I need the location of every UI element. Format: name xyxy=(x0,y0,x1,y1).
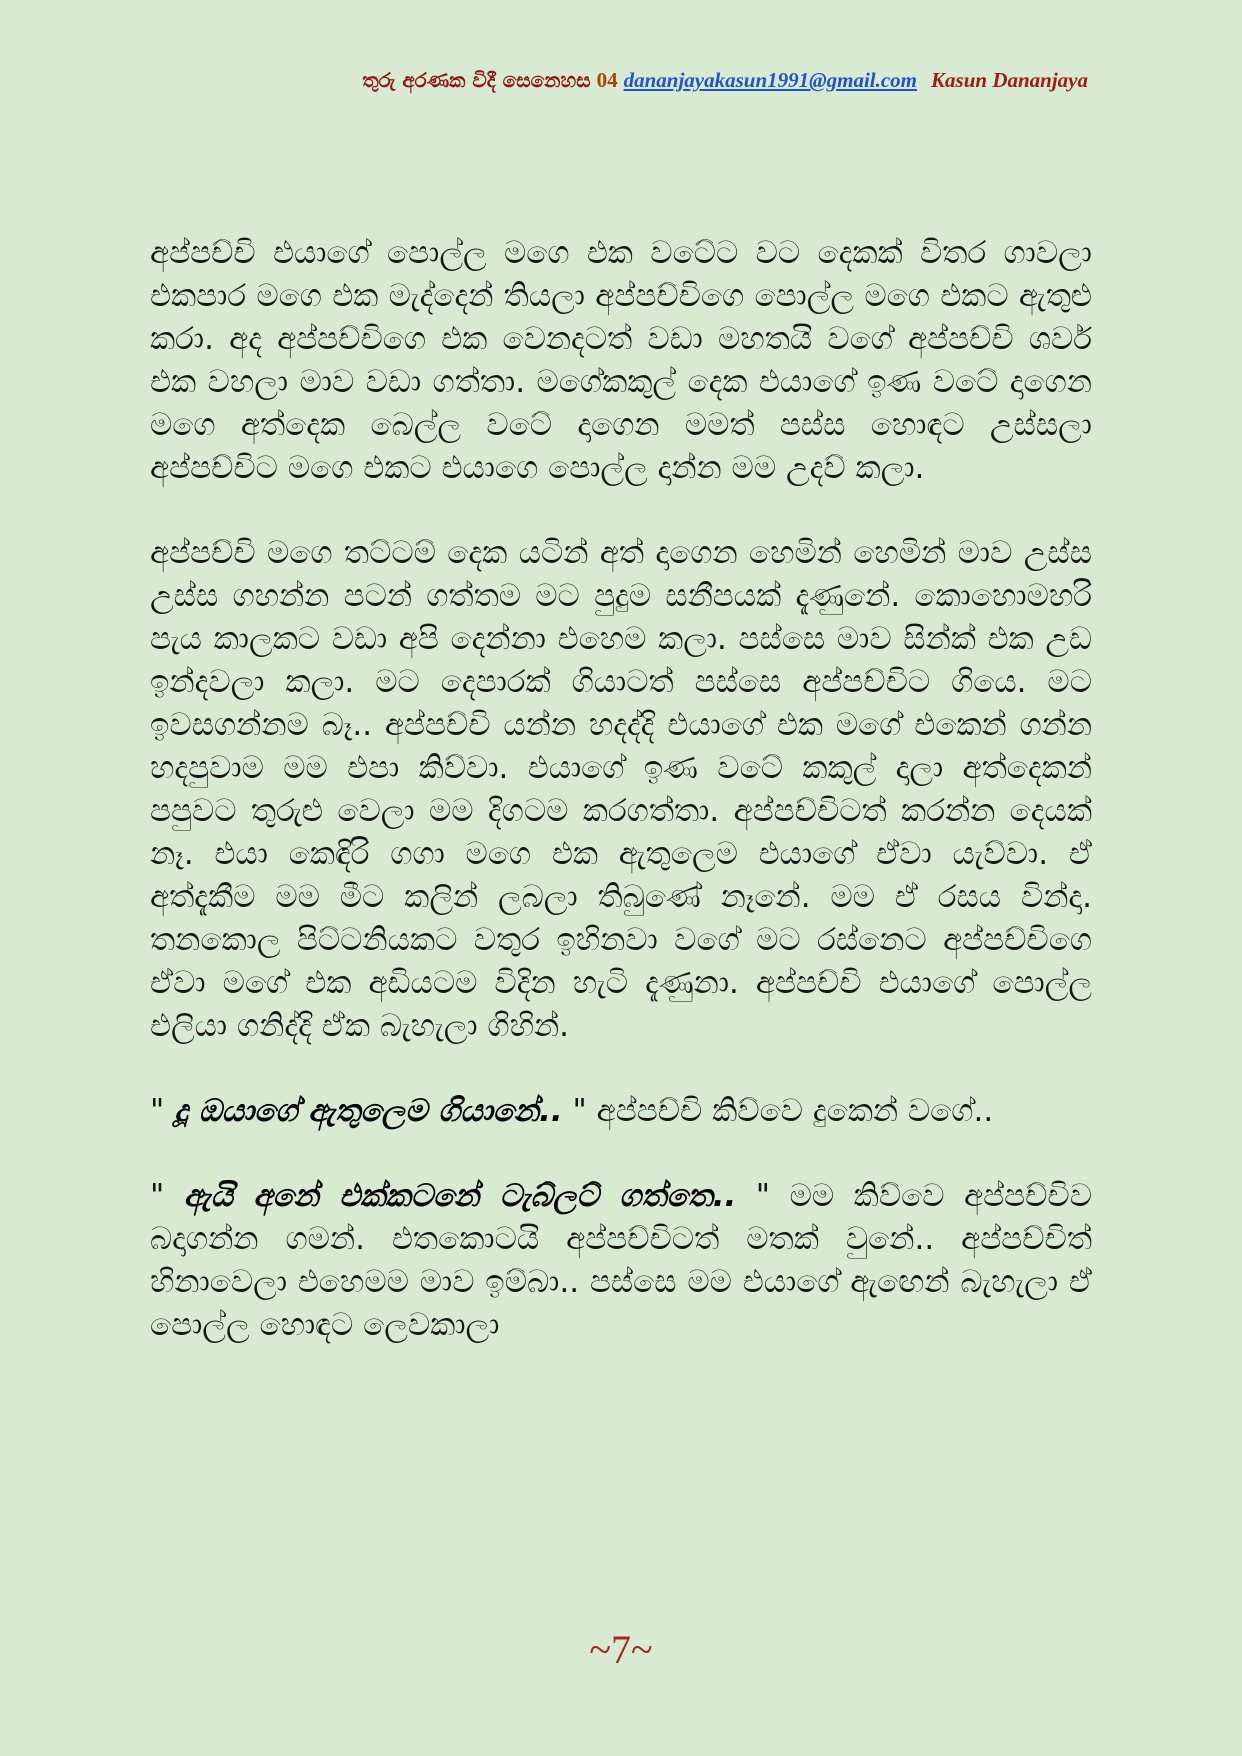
quote-open-mark: " xyxy=(150,1093,165,1129)
author-email-link[interactable]: dananjayakasun1991@gmail.com xyxy=(623,68,918,92)
quote-open-mark: " xyxy=(150,1178,165,1214)
story-body xyxy=(150,232,1092,1347)
dialogue-narration-2: මම කිව්වෙ අප්පච්චිව බදාගන්න ගමන්. එතකොටයි අප්පච්චිටත් මතක් වුනේ.. අප්පච්චිත් හිනාවෙලා එහෙමම මාව ඉම්බා.. පස්සෙ මම එයාගේ ඇඟෙන් බැහැලා ඒ පොල්ල හොඳට ලෙවකාලා xyxy=(150,1178,1092,1343)
paragraph-1: අප්පච්චි එයාගේ පොල්ල මගෙ එක වටේට වට දෙකක් විතර ගාවලා එකපාර මගෙ එක මැද්දෙන් තියලා අප්පච්චිගෙ පොල්ල මගෙ එකට ඇතුළු කරා. අද අප්පච්චිගෙ එක වෙනදටත් වඩා මහතයි වගේ අප්පච්චි ශවර් එක වහලා මාව වඩා ගත්තා. මගේකකුල් දෙක එයාගේ ඉණ වටේ දාගෙන මගෙ අත්දෙක බෙල්ල වටේ දාගෙන මමත් පස්ස හොඳට උස්සලා අප්පච්චිට මගෙ එකට එයාගෙ පොල්ල දාන්න මම උදව් කලා. xyxy=(150,235,1092,486)
book-title: තුරු අරණක විදී සෙනෙහස xyxy=(362,68,591,92)
dialogue-quote-2: ඇයි අනේ එක්කටනේ ටැබ්ලට් ගත්තෙ.. xyxy=(183,1178,737,1214)
dialogue-paragraph-1 xyxy=(150,1090,1092,1133)
dialogue-quote-1: දූ ඔයාගේ ඇතුලෙම ගියානේ.. xyxy=(174,1093,563,1129)
dialogue-narration-1: අප්පච්චි කිව්වෙ දුකෙන් වගේ.. xyxy=(596,1093,994,1129)
header-page-code: 04 xyxy=(596,68,618,92)
author-name: Kasun Dananjaya xyxy=(931,68,1088,92)
quote-close-mark: " xyxy=(755,1178,771,1214)
paragraph-2: අප්පච්චි මගෙ තට්ටම් දෙක යටින් අත් දාගෙන හෙමින් හෙමින් මාව උස්ස උස්ස ගහන්න පටන් ගත්තම මට පුදුම සනීපයක් දැණුනේ. කොහොමහරි පැය කාලකට වඩා අපි දෙන්නා එහෙම කලා. පස්සෙ මාව සින්ක් එක උඩ ඉන්දවලා කලා. මට දෙපාරක් ගියාටත් පස්සෙ අප්පච්චිට ගියෙ. මට ඉවසගන්නම බෑ.. අප්පච්චි යන්න හදද්දි එයාගේ එක මගේ එකෙන් ගන්න හදපුවාම මම එපා කිව්වා. එයාගේ ඉණ වටේ කකුල් දාලා අත්දෙකන් පපුවට තුරුළු වෙලා මම දිගටම කරගත්තා. අප්පච්චිටත් කරන්න දෙයක් නෑ. එයා කෙඳිරි ගගා මගෙ එක ඇතුලෙම එයාගේ ඒවා යැව්වා. ඒ අත්දැකීම මම මීට කලින් ලබලා තිබුණේ නෑනේ. මම ඒ රසය වින්දා. තනකොල පිට්ටනියකට වතුර ඉහිනවා වගේ මට රස්නෙට අප්පච්චිගෙ ඒවා මගේ එක අඩියටම විදින හැටි දැණුනා. අප්පච්චි එයාගේ පොල්ල එලියා ගනිද්දි ඒක බැහැලා ගිහින්. xyxy=(150,535,1092,1044)
dialogue-paragraph-2 xyxy=(150,1175,1092,1347)
page-number: ~7~ xyxy=(589,1627,653,1672)
quote-close-mark: " xyxy=(572,1093,587,1129)
page-header xyxy=(208,68,1088,102)
